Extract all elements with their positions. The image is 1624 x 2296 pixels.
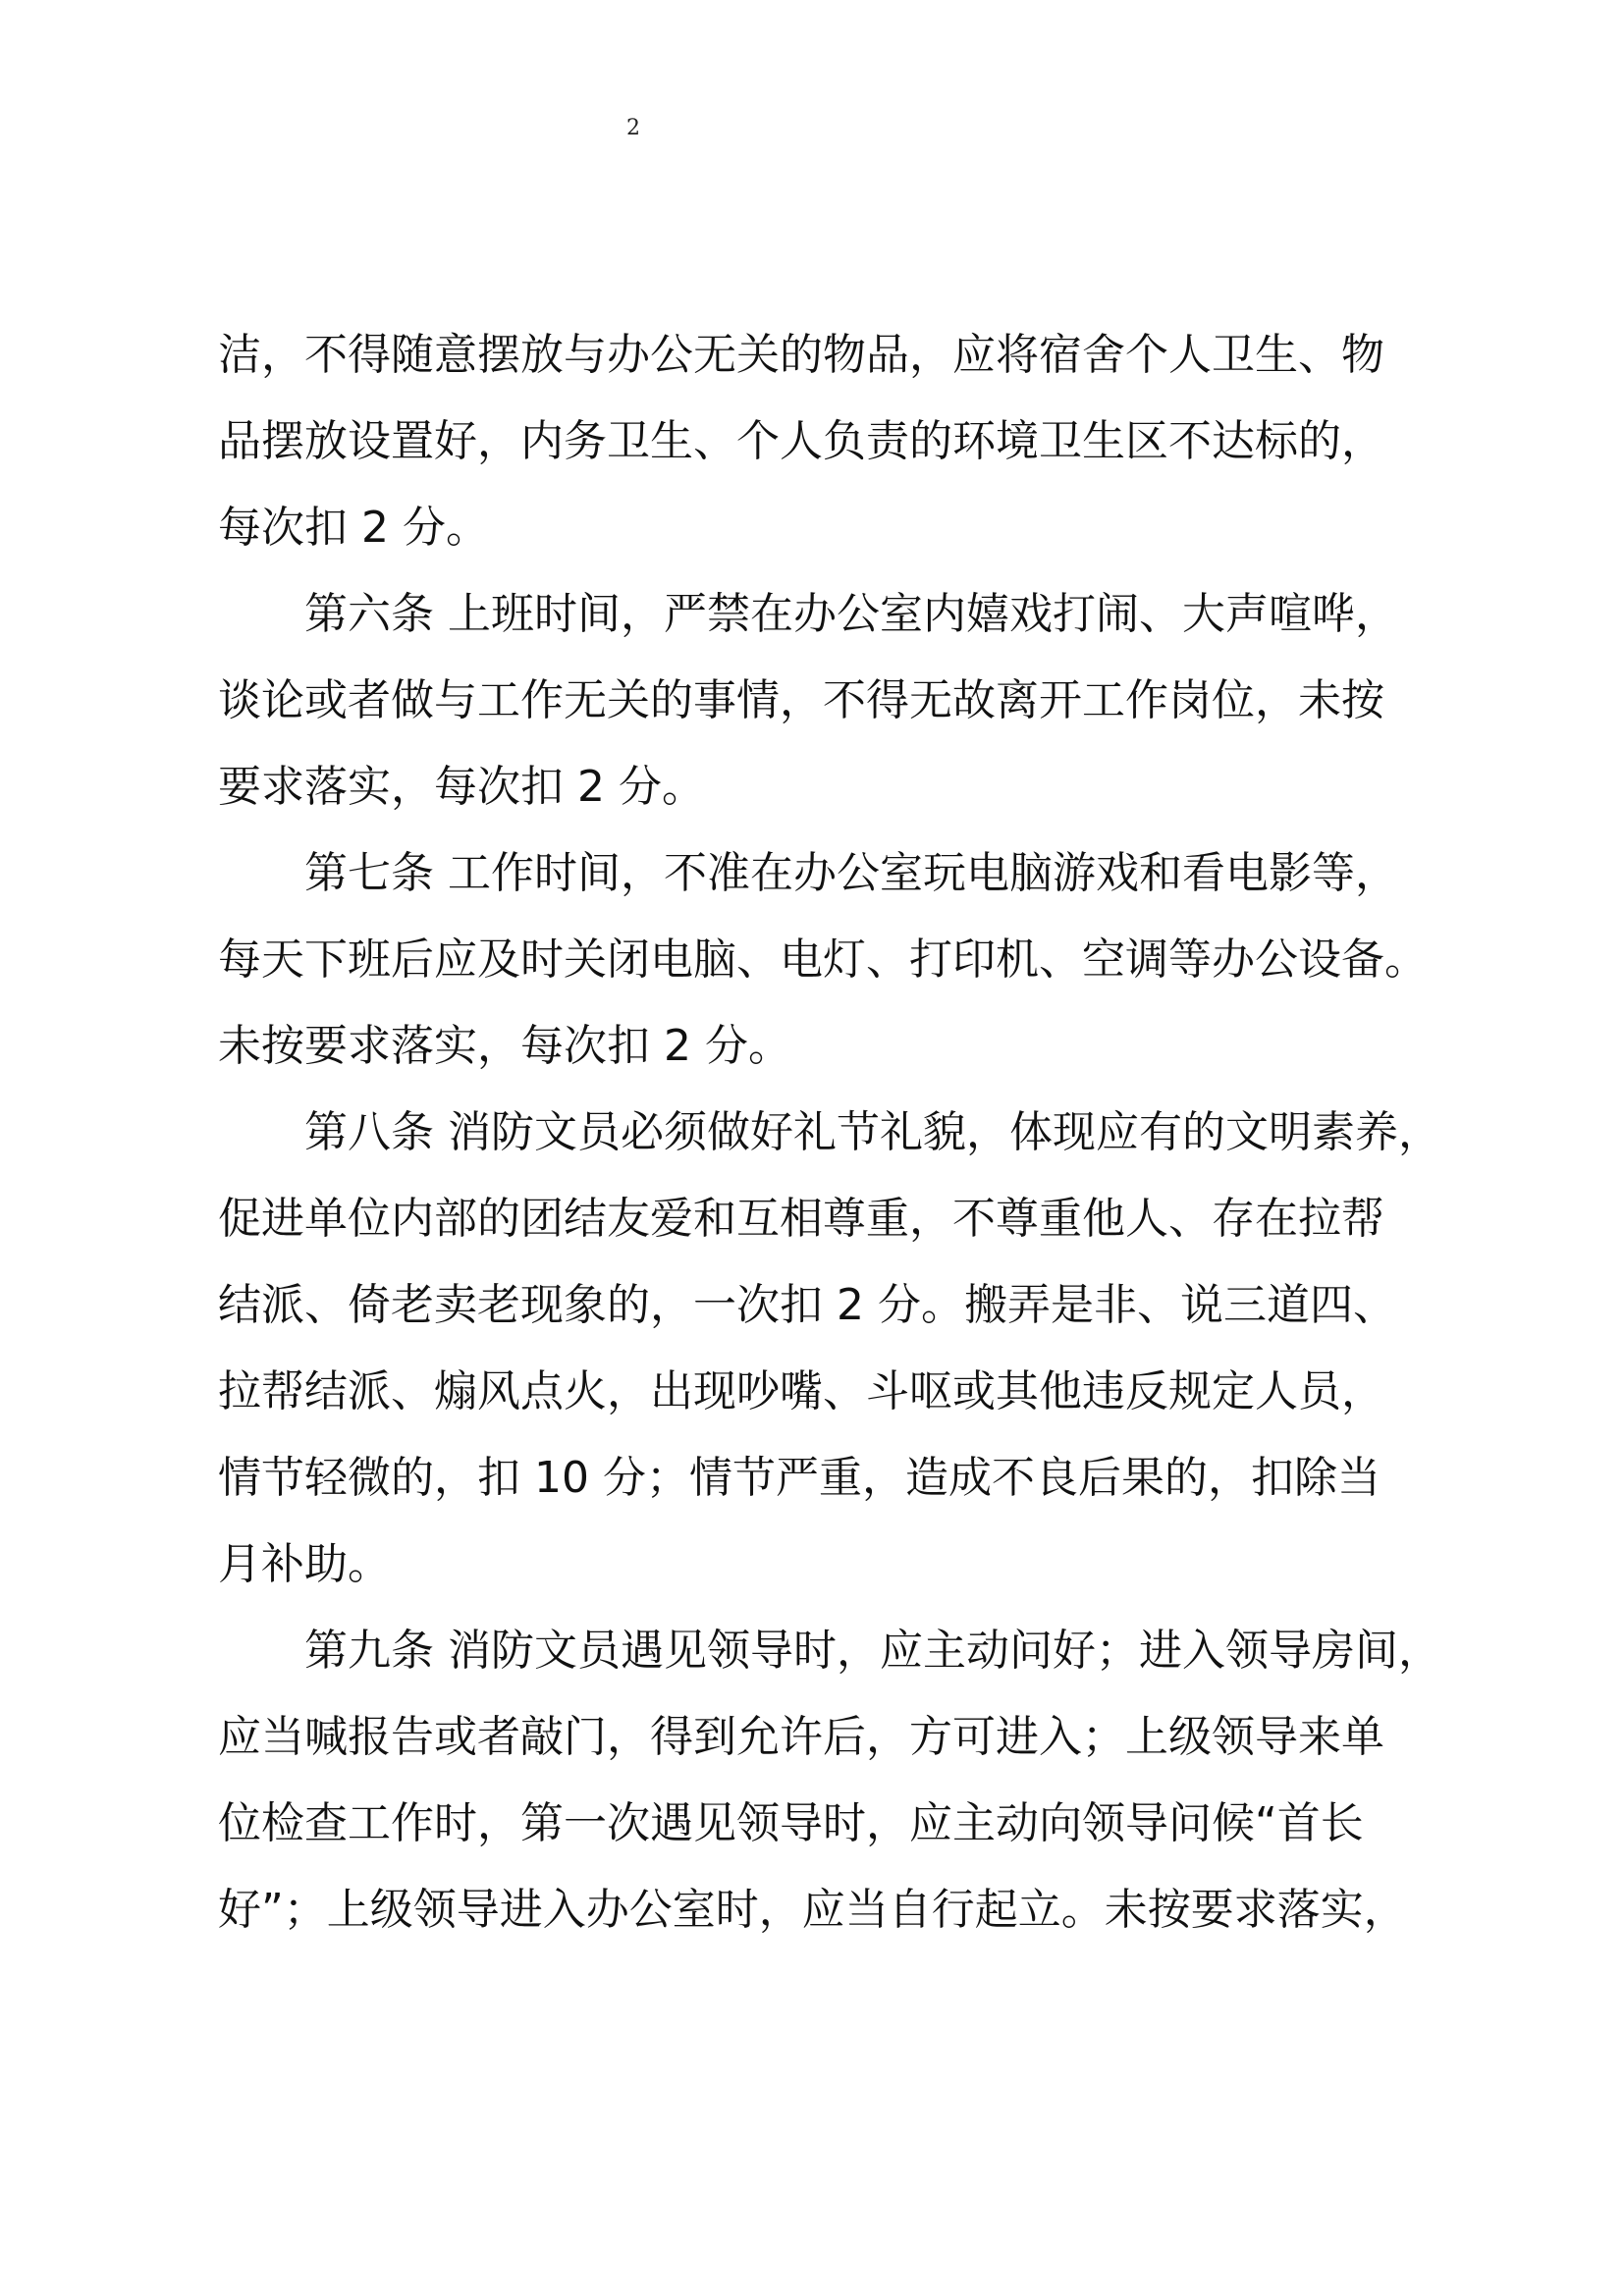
article-6 bbox=[218, 571, 1465, 830]
text-line: 拉帮结派、煽风点火，出现吵嘴、斗呕或其他违反规定人员， bbox=[218, 1366, 1384, 1416]
article-7 bbox=[218, 830, 1465, 1090]
text-line: 第九条 消防文员遇见领导时，应主动问好；进入领导房间， bbox=[304, 1626, 1441, 1676]
paragraph-continuation bbox=[218, 312, 1465, 571]
text-line: 情节轻微的，扣 10 分；情节严重，造成不良后果的，扣除当 bbox=[218, 1453, 1380, 1503]
text-line: 第七条 工作时间，不准在办公室玩电脑游戏和看电影等， bbox=[304, 848, 1398, 898]
text-line: 要求落实，每次扣 2 分。 bbox=[218, 762, 705, 812]
text-line: 促进单位内部的团结友爱和互相尊重，不尊重他人、存在拉帮 bbox=[218, 1194, 1384, 1244]
text-line: 品摆放设置好，内务卫生、个人负责的环境卫生区不达标的， bbox=[218, 416, 1384, 466]
text-line: 第八条 消防文员必须做好礼节礼貌，体现应有的文明素养， bbox=[304, 1107, 1441, 1157]
article-8 bbox=[218, 1090, 1465, 1608]
text-line: 应当喊报告或者敲门，得到允许后，方可进入；上级领导来单 bbox=[218, 1712, 1384, 1762]
text-line: 结派、倚老卖老现象的，一次扣 2 分。搬弄是非、说三道四、 bbox=[218, 1280, 1396, 1330]
article-9 bbox=[218, 1608, 1465, 1953]
text-line: 谈论或者做与工作无关的事情，不得无故离开工作岗位，未按 bbox=[218, 675, 1384, 725]
text-line: 好”；上级领导进入办公室时，应当自行起立。未按要求落实， bbox=[218, 1885, 1407, 1935]
text-line: 每次扣 2 分。 bbox=[218, 503, 489, 553]
text-line: 每天下班后应及时关闭电脑、电灯、打印机、空调等办公设备。 bbox=[218, 934, 1428, 985]
text-line: 位检查工作时，第一次遇见领导时，应主动向领导问候“首长 bbox=[218, 1798, 1364, 1848]
text-line: 未按要求落实，每次扣 2 分。 bbox=[218, 1021, 791, 1071]
page-number: 2 bbox=[626, 116, 640, 140]
text-line: 月补助。 bbox=[218, 1539, 391, 1589]
text-line: 洁，不得随意摆放与办公无关的物品，应将宿舍个人卫生、物 bbox=[218, 330, 1384, 380]
document-body bbox=[218, 312, 1465, 1953]
text-line: 第六条 上班时间，严禁在办公室内嬉戏打闹、大声喧哗， bbox=[304, 589, 1398, 639]
